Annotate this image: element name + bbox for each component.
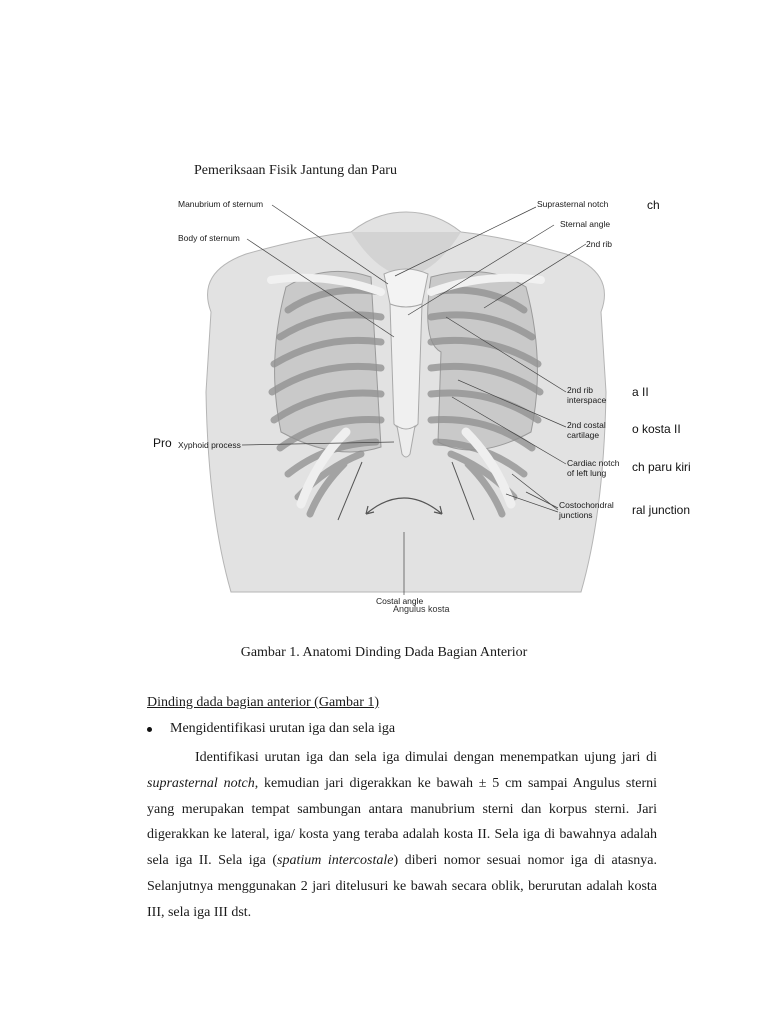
label-cardiac-notch: Cardiac notch of left lung xyxy=(567,458,620,478)
paragraph-term-spatium: spatium intercostale xyxy=(277,853,394,869)
bullet-dot-icon xyxy=(147,727,152,732)
bullet-text: Mengidentifikasi urutan iga dan sela iga xyxy=(170,721,396,736)
paragraph-term-suprasternal: suprasternal notch xyxy=(147,775,255,791)
label-body-of-sternum: Body of sternum xyxy=(178,233,240,243)
paragraph-part-3: ) diberi nomor sesuai nomor iga di atasnya. Selanjutnya menggunakan 2 jari ditelusuri ke bawah secara oblik, berurutan adalah kosta III, sela iga III dst. xyxy=(147,853,658,920)
paragraph-text xyxy=(147,745,657,926)
paragraph-part-1: Identifikasi urutan iga dan sela iga dimulai dengan menempatkan ujung jari di xyxy=(195,750,657,765)
overflow-text-4: ch paru kiri xyxy=(632,460,691,474)
overflow-text-1: ch xyxy=(647,198,660,212)
label-2nd-costal-cartilage: 2nd costal cartilage xyxy=(567,420,606,440)
figure-caption: Gambar 1. Anatomi Dinding Dada Bagian Anterior xyxy=(240,645,528,660)
section-heading: Dinding dada bagian anterior (Gambar 1) xyxy=(147,695,380,710)
label-costochondral-junctions: Costochondral junctions xyxy=(559,500,614,520)
chest-anatomy-figure xyxy=(176,192,636,612)
label-sternal-angle: Sternal angle xyxy=(560,219,611,229)
overflow-text-3: o kosta II xyxy=(632,422,681,436)
label-2nd-rib: 2nd rib xyxy=(586,239,612,249)
label-2nd-rib-interspace: 2nd rib interspace xyxy=(567,385,607,405)
label-manubrium: Manubrium of sternum xyxy=(178,199,264,209)
overflow-text-5: ral junction xyxy=(632,503,691,517)
overflow-text-6: Pro xyxy=(153,436,172,450)
paragraph-part-2: , kemudian jari digerakkan ke bawah ± 5 cm sampai Angulus sterni yang merupakan tempat sambungan antara manubrium sterni dan korpus sterni. Jari digerakkan ke lateral, iga/ kosta yang teraba adalah kosta II. Sela iga di bawahnya adalah sela iga II. Sela iga ( xyxy=(147,775,658,869)
body-paragraph xyxy=(147,745,657,926)
label-suprasternal-notch: Suprasternal notch xyxy=(537,199,609,209)
label-costal-angle: Costal angle xyxy=(376,596,424,606)
label-xyphoid-process: Xyphoid process xyxy=(178,440,241,450)
overflow-text-2: a II xyxy=(632,385,649,399)
page-header: Pemeriksaan Fisik Jantung dan Paru xyxy=(194,163,397,178)
overflow-text-7: Angulus kosta xyxy=(393,604,450,614)
bullet-item xyxy=(147,721,395,737)
